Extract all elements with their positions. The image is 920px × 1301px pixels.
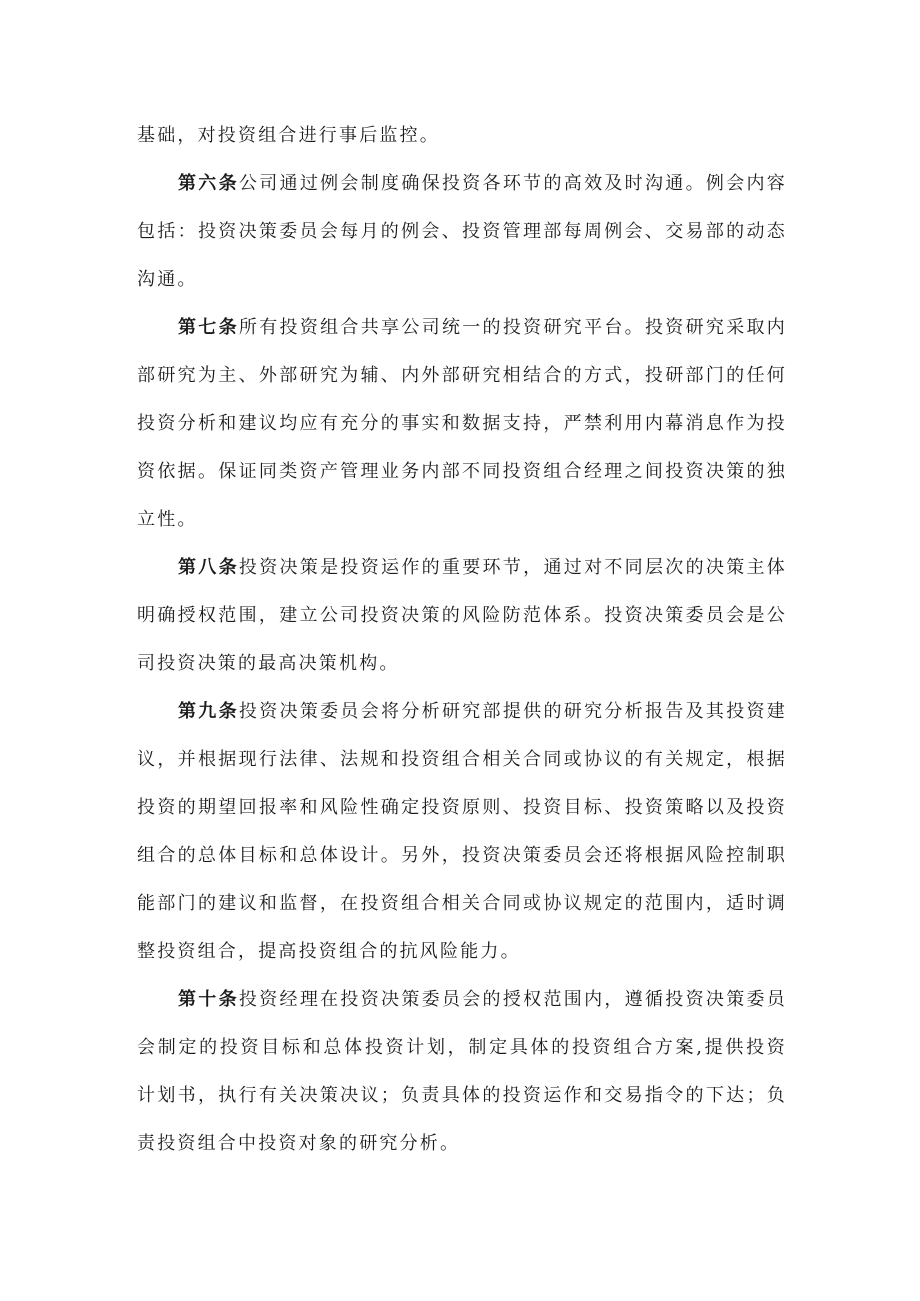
article-9-paragraph <box>137 688 787 976</box>
article-8-paragraph <box>137 544 787 688</box>
article-10-paragraph <box>137 976 787 1168</box>
article-6-paragraph <box>137 160 787 304</box>
article-number: 第八条 <box>178 557 239 578</box>
article-number: 第十条 <box>178 989 239 1010</box>
document-body <box>137 112 787 1168</box>
paragraph-text: 投资经理在投资决策委员会的授权范围内，遵循投资决策委员会制定的投资目标和总体投资计划，制定具体的投资组合方案,提供投资计划书，执行有关决策决议；负责具体的投资运作和交易指令的下达；负责投资组合中投资对象的研究分析。 <box>137 989 787 1154</box>
article-7-paragraph <box>137 304 787 544</box>
article-number: 第六条 <box>178 173 239 194</box>
article-number: 第七条 <box>178 317 239 338</box>
paragraph-text: 投资决策委员会将分析研究部提供的研究分析报告及其投资建议，并根据现行法律、法规和投资组合相关合同或协议的有关规定，根据投资的期望回报率和风险性确定投资原则、投资目标、投资策略以及投资组合的总体目标和总体设计。另外，投资决策委员会还将根据风险控制职能部门的建议和监督，在投资组合相关合同或协议规定的范围内，适时调整投资组合，提高投资组合的抗风险能力。 <box>137 701 787 962</box>
article-number: 第九条 <box>178 701 239 722</box>
paragraph-continuation <box>137 112 787 160</box>
paragraph-text: 所有投资组合共享公司统一的投资研究平台。投资研究采取内部研究为主、外部研究为辅、内外部研究相结合的方式，投研部门的任何投资分析和建议均应有充分的事实和数据支持，严禁利用内幕消息作为投资依据。保证同类资产管理业务内部不同投资组合经理之间投资决策的独立性。 <box>137 317 787 530</box>
paragraph-text: 投资决策是投资运作的重要环节，通过对不同层次的决策主体明确授权范围，建立公司投资决策的风险防范体系。投资决策委员会是公司投资决策的最高决策机构。 <box>137 557 787 674</box>
paragraph-text: 公司通过例会制度确保投资各环节的高效及时沟通。例会内容包括：投资决策委员会每月的例会、投资管理部每周例会、交易部的动态沟通。 <box>137 173 787 290</box>
paragraph-text: 基础，对投资组合进行事后监控。 <box>137 125 440 146</box>
